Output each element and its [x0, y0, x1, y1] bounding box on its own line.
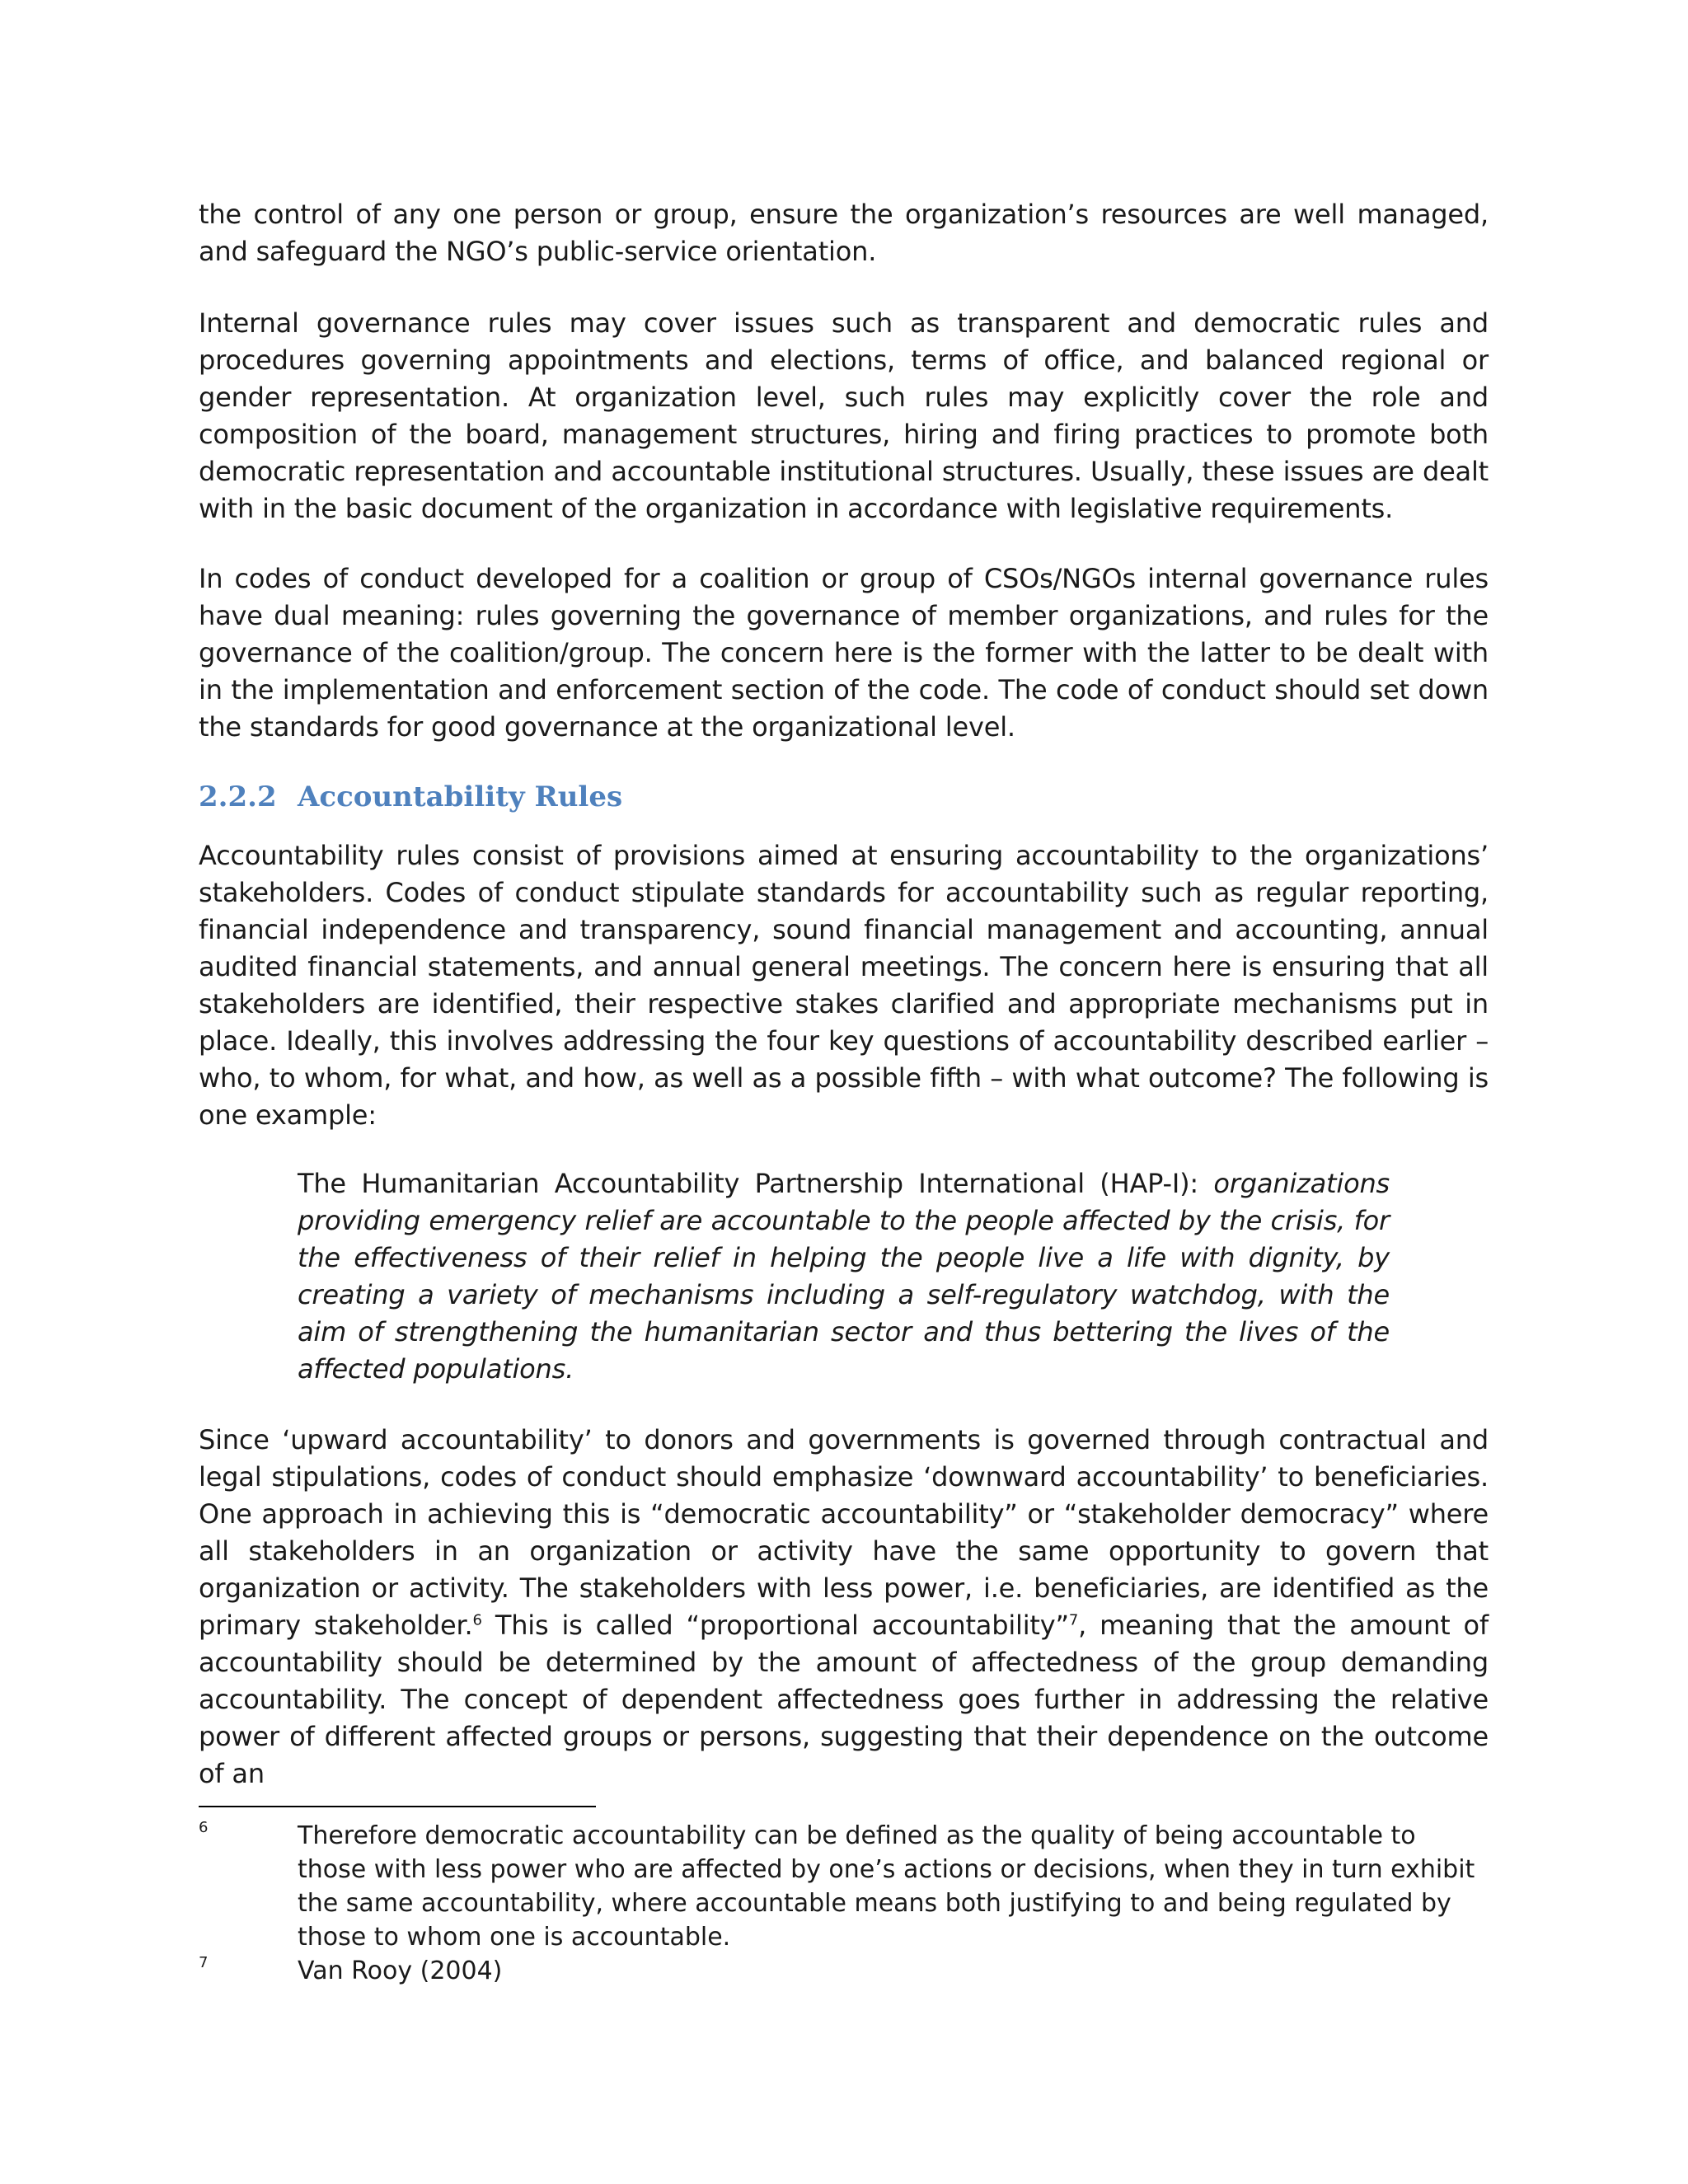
paragraph-text-part: , meaning that the amount of accountability should be determined by the amount of affectedness of the group demanding accountability. The concept of dependent affectedness goes further in addressing the relative power of different affected groups or persons, suggesting that their dependence on the outcome of an	[199, 1610, 1489, 1789]
footnote-text: Van Rooy (2004)	[298, 1957, 503, 1985]
footnote-mark: 7	[199, 1954, 209, 1971]
section-number: 2.2.2	[199, 780, 277, 813]
section-title: Accountability Rules	[298, 780, 623, 813]
paragraph-downward-accountability	[199, 1422, 1489, 1793]
footnote-7	[199, 1954, 1489, 1988]
paragraph-text: Accountability rules consist of provisions aimed at ensuring accountability to the organizations’ stakeholders. Codes of conduct stipulate standards for accountability such as regular reporting, financial independence and transparency, sound financial management and accounting, annual audited financial statements, and annual general meetings. The concern here is ensuring that all stakeholders are identified, their respective stakes clarified and appropriate mechanisms put in place. Ideally, this involves addressing the four key questions of accountability described earlier – who, to whom, for what, and how, as well as a possible fifth – with what outcome? The following is one example:	[199, 840, 1489, 1131]
footnote-ref-6[interactable]: 6	[472, 1611, 482, 1629]
paragraph-codes-of-conduct	[199, 560, 1489, 746]
paragraph-text: the control of any one person or group, ensure the organization’s resources are well managed, and safeguard the NGO’s public-service orientation.	[199, 199, 1489, 267]
paragraph-text-part: Since ‘upward accountability’ to donors and governments is governed through contractual and legal stipulations, codes of conduct should emphasize ‘downward accountability’ to beneficiaries. One approach in achieving this is “democratic accountability” or “stakeholder democracy” where all stakeholders in an organization or activity have the same opportunity to govern that organization or activity. The stakeholders with less power, i.e. beneficiaries, are identified as the primary stakeholder.	[199, 1424, 1489, 1641]
block-quote-hap-i	[298, 1165, 1390, 1388]
paragraph-text	[199, 1422, 1489, 1793]
quote-italic: organizations providing emergency relief are accountable to the people affected by the crisis, for the effectiveness of their relief in helping the people live a life with dignity, by creating a variety of mechanisms including a self-regulatory watchdog, with the aim of strengthening the humanitarian sector and thus bettering the lives of the affected populations.	[298, 1168, 1390, 1385]
paragraph-accountability-rules	[199, 837, 1489, 1134]
paragraph-text: Internal governance rules may cover issues such as transparent and democratic rules and procedures governing appointments and elections, terms of office, and balanced regional or gender representation. At organization level, such rules may explicitly cover the role and composition of the board, management structures, hiring and firing practices to promote both democratic representation and accountable institutional structures. Usually, these issues are dealt with in the basic document of the organization in accordance with legislative requirements.	[199, 307, 1489, 524]
footnote-6	[199, 1819, 1489, 1954]
footnote-text: Therefore democratic accountability can be defined as the quality of being accountable to those with less power who are affected by one’s actions or decisions, when they in turn exhibit the same accountability, where accountable means both justifying to and being regulated by those to whom one is accountable.	[298, 1821, 1475, 1952]
paragraph-text-part: This is called “proportional accountability”	[481, 1610, 1069, 1641]
footnote-separator	[199, 1806, 596, 1807]
footnote-mark: 6	[199, 1819, 209, 1836]
quote-lead: The Humanitarian Accountability Partnership International (HAP-I):	[298, 1168, 1214, 1199]
paragraph-text: In codes of conduct developed for a coalition or group of CSOs/NGOs internal governance rules have dual meaning: rules governing the governance of member organizations, and rules for the governance of the coalition/group. The concern here is the former with the latter to be dealt with in the implementation and enforcement section of the code. The code of conduct should set down the standards for good governance at the organizational level.	[199, 563, 1489, 743]
section-heading	[199, 779, 1489, 816]
footnote-ref-7[interactable]: 7	[1068, 1611, 1079, 1629]
paragraph-governance-intro	[199, 196, 1489, 270]
paragraph-internal-governance	[199, 305, 1489, 527]
